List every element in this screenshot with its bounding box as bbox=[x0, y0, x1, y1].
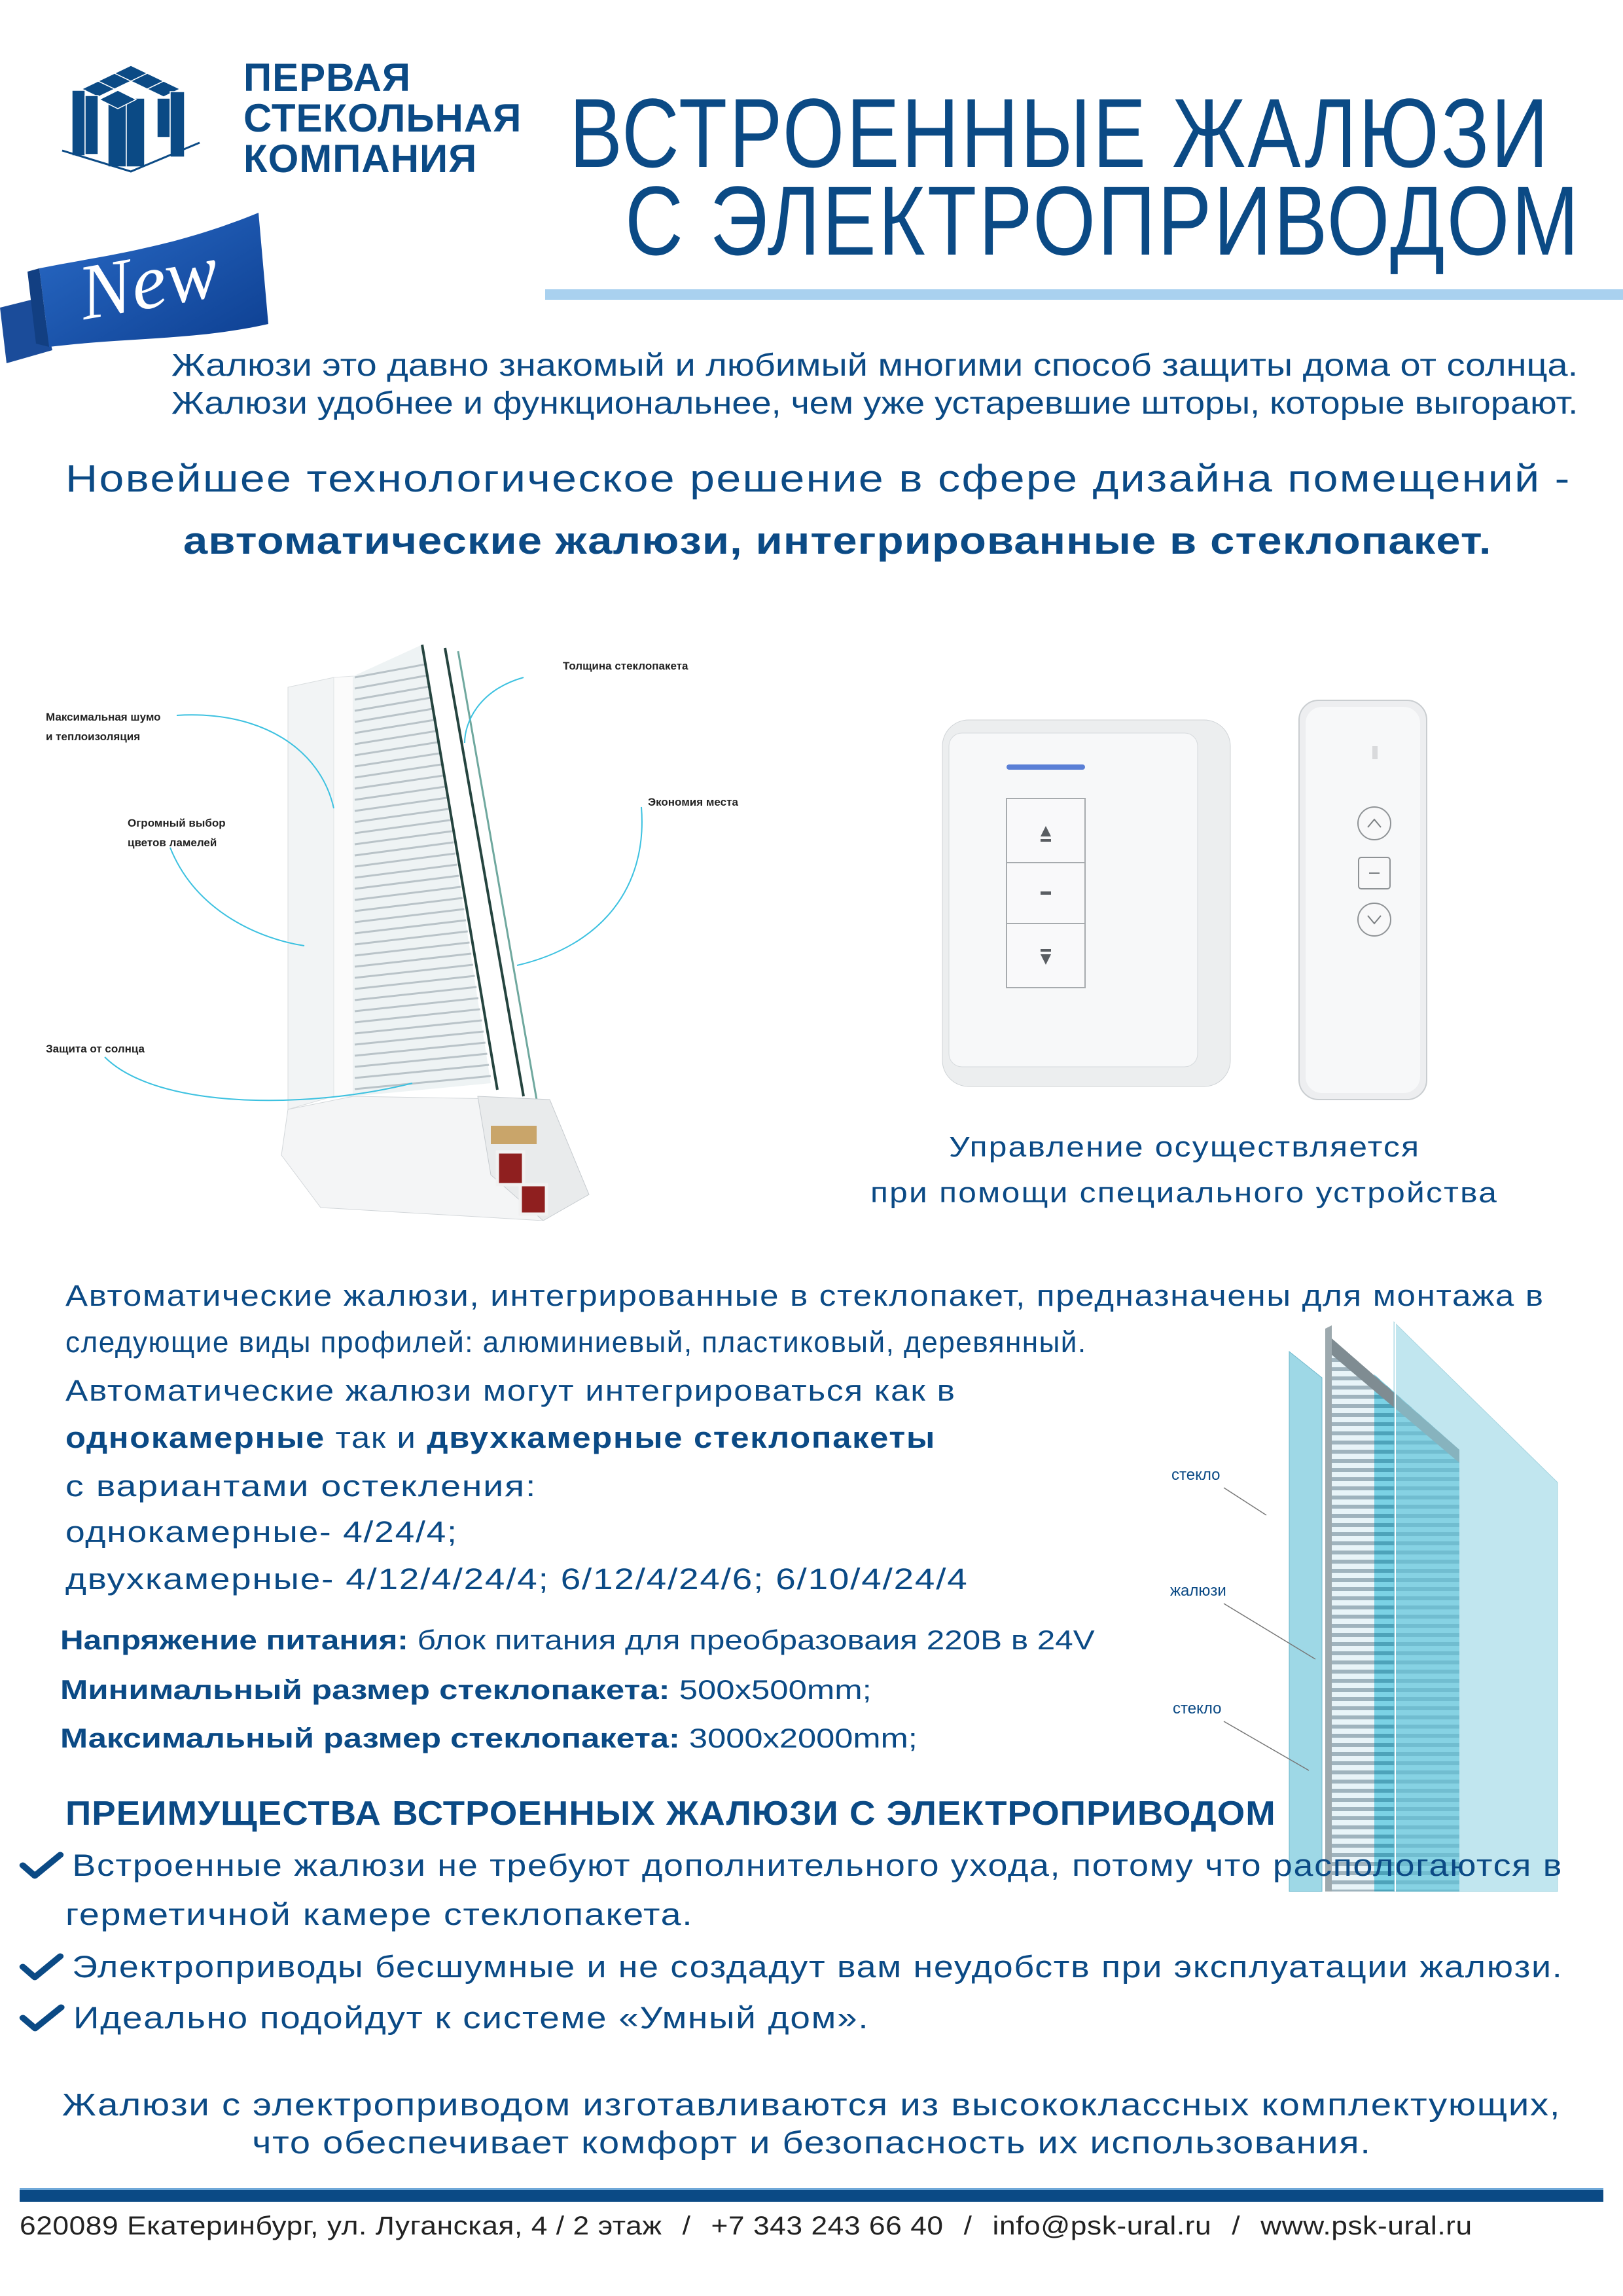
body-text-line: двухкамерные- 4/12/4/24/4; 6/12/4/24/6; 6/10/4/24/4 bbox=[65, 1562, 969, 1596]
intro-text-line: Жалюзи это давно знакомый и любимый многими способ защиты дома от солнца. bbox=[171, 348, 1578, 383]
footer-separator: / bbox=[1232, 2212, 1241, 2240]
spec-label: Минимальный размер стеклопакета: bbox=[60, 1674, 670, 1705]
footer-email-link[interactable]: info@psk-ural.ru bbox=[992, 2212, 1212, 2240]
devices-caption-line: Управление осуществляется bbox=[949, 1131, 1421, 1163]
glass-label: стекло bbox=[1173, 1700, 1222, 1717]
advantage-text-continued: герметичной камере стеклопакета. bbox=[65, 1897, 694, 1931]
body-text-fragment: так и bbox=[325, 1421, 427, 1454]
advantage-item bbox=[18, 1848, 1563, 1883]
company-logo-icon bbox=[59, 59, 206, 173]
closing-text-line bbox=[0, 2088, 1623, 2123]
wall-switch-and-remote-image bbox=[929, 681, 1453, 1106]
footer-phone[interactable]: +7 343 243 66 40 bbox=[711, 2212, 944, 2240]
advantage-item bbox=[18, 2000, 869, 2036]
new-ribbon-label: New bbox=[71, 226, 225, 336]
advantage-item bbox=[18, 1949, 1563, 1984]
body-text-line: Автоматические жалюзи могут интегрироваться как в bbox=[65, 1374, 956, 1407]
checkmark-icon bbox=[18, 1851, 65, 1880]
callout-label: и теплоизоляция bbox=[46, 730, 141, 743]
body-text-line: следующие виды профилей: алюминиевый, пластиковый, деревянный. bbox=[65, 1325, 1087, 1359]
body-text-line: однокамерные- 4/24/4; bbox=[65, 1515, 458, 1549]
blinds-label: жалюзи bbox=[1170, 1582, 1226, 1600]
footer-contacts bbox=[20, 2211, 1472, 2241]
intro-text-line: Жалюзи удобнее и функциональнее, чем уже устаревшие шторы, которые выгорают. bbox=[171, 386, 1578, 421]
spec-separator: : bbox=[397, 1624, 408, 1655]
footer-website-link[interactable]: www.psk-ural.ru bbox=[1260, 2212, 1472, 2240]
closing-text-line bbox=[0, 2126, 1623, 2161]
spec-line bbox=[60, 1624, 1095, 1656]
advantages-heading: ПРЕИМУЩЕСТВА ВСТРОЕННЫХ ЖАЛЮЗИ С ЭЛЕКТРОПРИВОДОМ bbox=[65, 1795, 1276, 1833]
company-name-line: КОМПАНИЯ bbox=[243, 137, 478, 181]
body-text-line: с вариантами остекления: bbox=[65, 1469, 537, 1503]
checkmark-icon bbox=[18, 1952, 65, 1981]
spec-value: блок питания для преобразоваия 220В в 24V bbox=[408, 1624, 1095, 1655]
switch-stop-icon bbox=[1041, 891, 1051, 895]
headline-line-1: Новейшее технологическое решение в сфере дизайна помещений - bbox=[65, 457, 1571, 500]
spec-value: 3000x2000mm; bbox=[679, 1723, 918, 1753]
footer-divider bbox=[20, 2188, 1603, 2202]
headline-line-2: автоматические жалюзи, интегрированные в стеклопакет. bbox=[183, 520, 1492, 562]
checkmark-icon bbox=[18, 2003, 65, 2032]
page-title-line-2: С ЭЛЕКТРОПРИВОДОМ bbox=[625, 166, 1581, 276]
title-divider bbox=[545, 289, 1623, 300]
callout-label: Защита от солнца bbox=[46, 1043, 145, 1055]
spec-label: Максимальный размер стеклопакета: bbox=[60, 1723, 680, 1753]
spec-line bbox=[60, 1723, 918, 1754]
page-title-line-1: ВСТРОЕННЫЕ ЖАЛЮЗИ bbox=[569, 78, 1551, 188]
window-cutaway-figure bbox=[46, 638, 785, 1221]
company-name-line: ПЕРВАЯ bbox=[243, 56, 411, 99]
advantage-text: Электроприводы бесшумные и не создадут вам неудобств при эксплуатации жалюзи. bbox=[72, 1949, 1563, 1984]
closing-text-span: что обеспечивает комфорт и безопасность их использования. bbox=[251, 2126, 1372, 2161]
callout-label: Экономия места bbox=[648, 796, 738, 808]
switch-down-arrow-icon bbox=[1041, 949, 1051, 952]
company-name bbox=[243, 58, 522, 179]
advantage-text: Встроенные жалюзи не требуют дополнительного ухода, потому что распологаются в bbox=[72, 1848, 1563, 1882]
footer-separator: / bbox=[963, 2212, 972, 2240]
callout-label: Максимальная шумо bbox=[46, 711, 161, 723]
body-text-line bbox=[65, 1422, 936, 1454]
callout-label: цветов ламелей bbox=[128, 836, 217, 849]
glass-label: стекло bbox=[1171, 1466, 1221, 1484]
body-bold-term: двухкамерные стеклопакеты bbox=[427, 1421, 936, 1454]
footer-separator: / bbox=[682, 2212, 691, 2240]
advantage-text: Идеально подойдут к системе «Умный дом». bbox=[73, 2000, 870, 2035]
company-name-line: СТЕКОЛЬНАЯ bbox=[243, 96, 522, 140]
closing-text-span: Жалюзи с электроприводом изготавливаются из высококлассных комплектующих, bbox=[62, 2088, 1561, 2123]
callout-label: Толщина стеклопакета bbox=[563, 660, 688, 672]
devices-caption-line: при помощи специального устройства bbox=[870, 1177, 1499, 1209]
callout-label: Огромный выбор bbox=[128, 817, 226, 829]
spec-line bbox=[60, 1674, 872, 1706]
control-devices-figure bbox=[929, 681, 1453, 1106]
spec-value: 500x500mm; bbox=[669, 1674, 872, 1705]
new-ribbon-badge bbox=[0, 209, 281, 363]
footer-address: 620089 Екатеринбург, ул. Луганская, 4 / 2 этаж bbox=[20, 2212, 662, 2240]
body-bold-term: однокамерные bbox=[65, 1421, 325, 1454]
body-text-line: Автоматические жалюзи, интегрированные в стеклопакет, предназначены для монтажа в bbox=[65, 1279, 1544, 1312]
spec-label: Напряжение питания bbox=[60, 1624, 398, 1655]
